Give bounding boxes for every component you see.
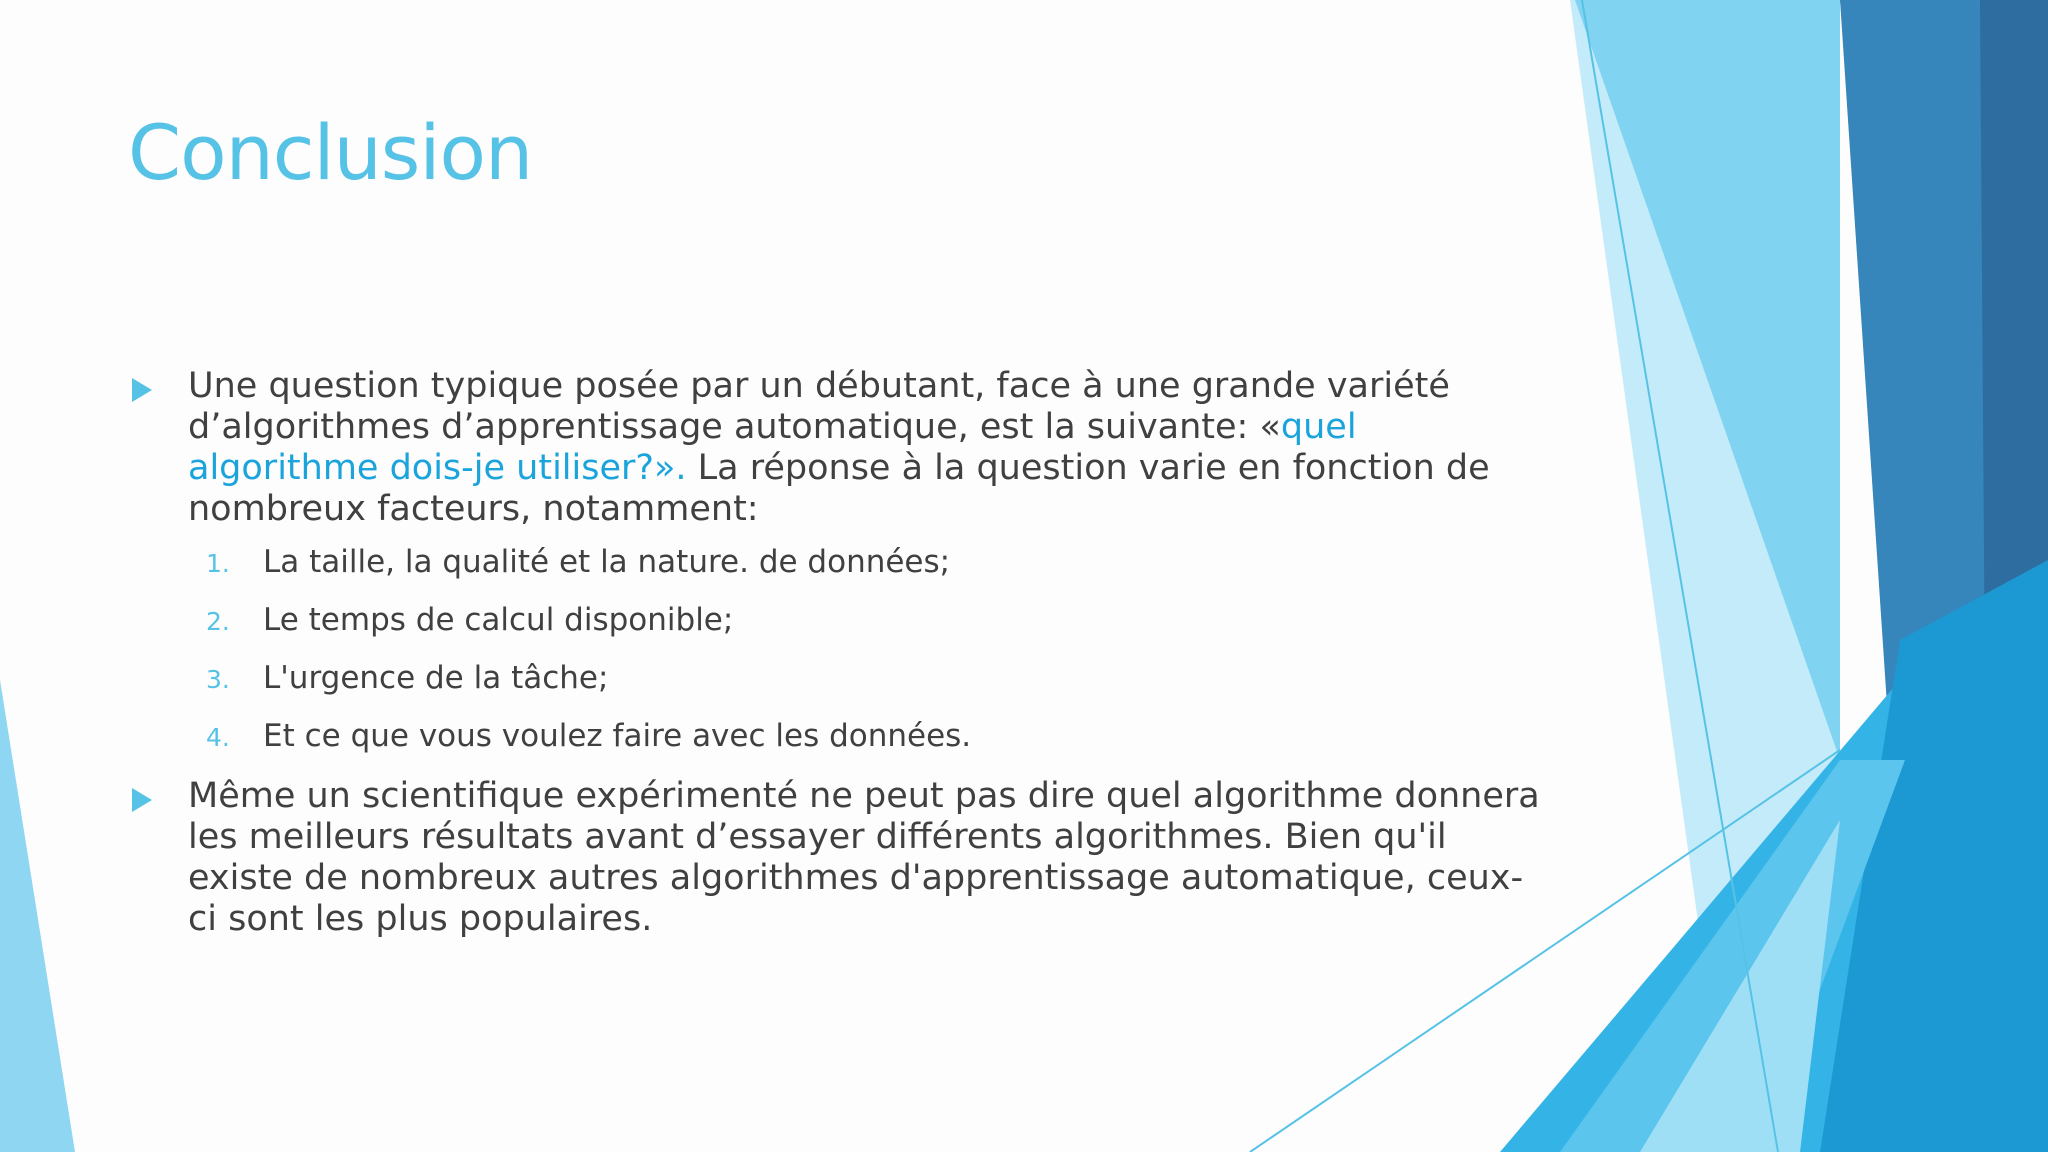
list-item [128,718,1548,754]
bullet-text-after: La réponse à la question varie en fonction de nombreux facteurs, notamment: [188,448,1490,529]
bullet-question [128,366,1548,530]
triangle-bullet-icon [132,788,152,812]
list-item-number: 2. [206,607,230,636]
factors-list [128,544,1548,754]
slide-content [128,366,1548,940]
list-item-number: 1. [206,549,230,578]
list-item-text: Le temps de calcul disponible; [263,602,734,638]
list-item-text: La taille, la qualité et la nature. de données; [263,544,951,580]
left-edge-shape [0,680,75,1152]
list-item [128,544,1548,580]
list-item [128,602,1548,638]
slide-title: Conclusion [128,108,533,197]
list-item-number: 3. [206,665,230,694]
bullet-expert [128,776,1548,940]
bullet-text-before: Une question typique posée par un débutant, face à une grande variété d’algorithmes d’apprentissage automatique, est la suivante: « [188,366,1450,447]
list-item [128,660,1548,696]
list-item-number: 4. [206,723,230,752]
list-item-text: Et ce que vous voulez faire avec les données. [263,718,972,754]
list-item-text: L'urgence de la tâche; [263,660,609,696]
bullet-highlight: quel algorithme dois-je utiliser?». [188,407,1357,488]
bullet-text: Même un scientifique expérimenté ne peut pas dire quel algorithme donnera les meilleurs résultats avant d’essayer différents algorithmes. Bien qu'il existe de nombreux autres algorithmes d'apprentissage automatique, ceux-ci sont les plus populaires. [188,776,1540,939]
triangle-bullet-icon [132,378,152,402]
